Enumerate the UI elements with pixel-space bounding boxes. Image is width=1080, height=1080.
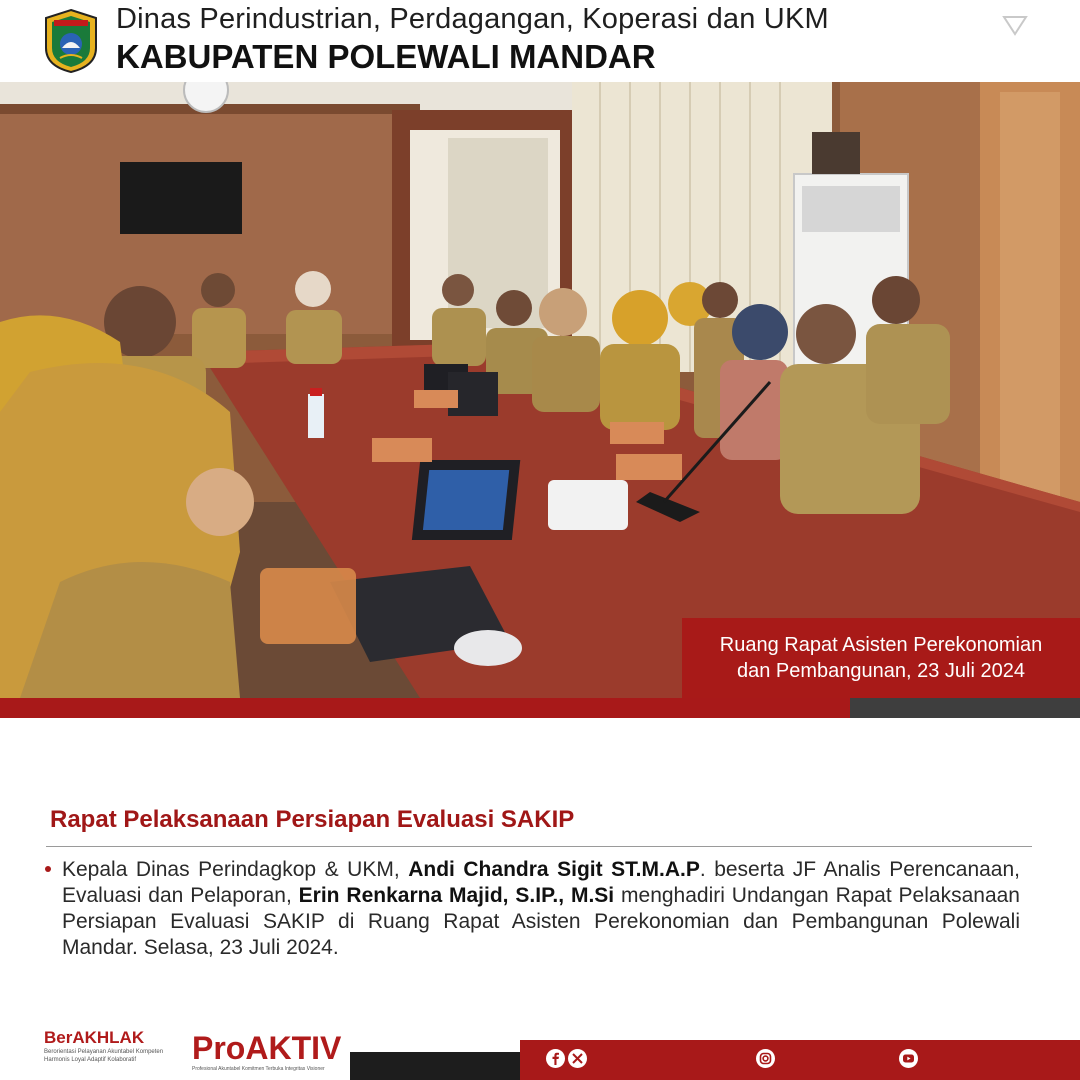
organization-name: Dinas Perindustrian, Perdagangan, Koperasi dan UKM	[116, 3, 829, 35]
head-of-office-name: Andi Chandra Sigit ST.M.A.P	[408, 858, 700, 881]
caption-line-2: dan Pembangunan, 23 Juli 2024	[736, 660, 1025, 682]
proaktiv-brand: ProAKTIV	[192, 1030, 342, 1066]
proaktiv-tagline: Profesional Akuntabel Komitmen Terbuka Integritas Visioner	[192, 1066, 325, 1072]
proaktiv-logo	[192, 1030, 341, 1072]
article-title: Rapat Pelaksanaan Persiapan Evaluasi SAKIP	[50, 806, 575, 833]
meeting-room-illustration	[0, 82, 1080, 698]
instagram-icon[interactable]	[756, 1049, 775, 1068]
divider-stripe-red	[0, 698, 850, 718]
berakhlak-tagline-2: Harmonis Loyal Adaptif Kolaboratif	[44, 1057, 137, 1063]
divider-stripe-dark	[850, 698, 1080, 718]
berakhlak-brand: BerAKHLAK	[44, 1028, 145, 1047]
triangle-down-icon	[1002, 14, 1028, 36]
meeting-photo	[0, 82, 1080, 698]
footer-bar-red	[520, 1040, 1080, 1080]
body-text: menghadiri Undangan Rapat Pelaksanaan Persiapan Evaluasi SAKIP di Ruang Rapat Asisten Perekonomian dan Pembangunan Polewali Mandar. Selasa, 23 Juli 2024.	[62, 884, 1020, 959]
regency-name: KABUPATEN POLEWALI MANDAR	[116, 38, 656, 75]
berakhlak-logo	[44, 1028, 163, 1064]
page-header	[0, 0, 1080, 82]
analyst-name: Erin Renkarna Majid, S.IP., M.Si	[298, 884, 615, 907]
body-text: . beserta JF Analis Perencanaan, Evaluasi dan Pelaporan,	[62, 858, 1020, 907]
title-divider	[46, 846, 1032, 847]
berakhlak-tagline-1: Berorientasi Pelayanan Akuntabel Kompeten	[44, 1049, 164, 1055]
body-text: Kepala Dinas Perindagkop & UKM,	[62, 858, 409, 881]
facebook-icon[interactable]	[546, 1049, 565, 1068]
article-body	[62, 857, 1020, 961]
x-icon[interactable]	[568, 1049, 587, 1068]
youtube-icon[interactable]	[899, 1049, 918, 1068]
bullet-icon	[45, 866, 51, 872]
photo-caption	[682, 618, 1080, 698]
regency-emblem-logo	[42, 8, 100, 74]
caption-line-1: Ruang Rapat Asisten Perekonomian	[719, 634, 1043, 656]
